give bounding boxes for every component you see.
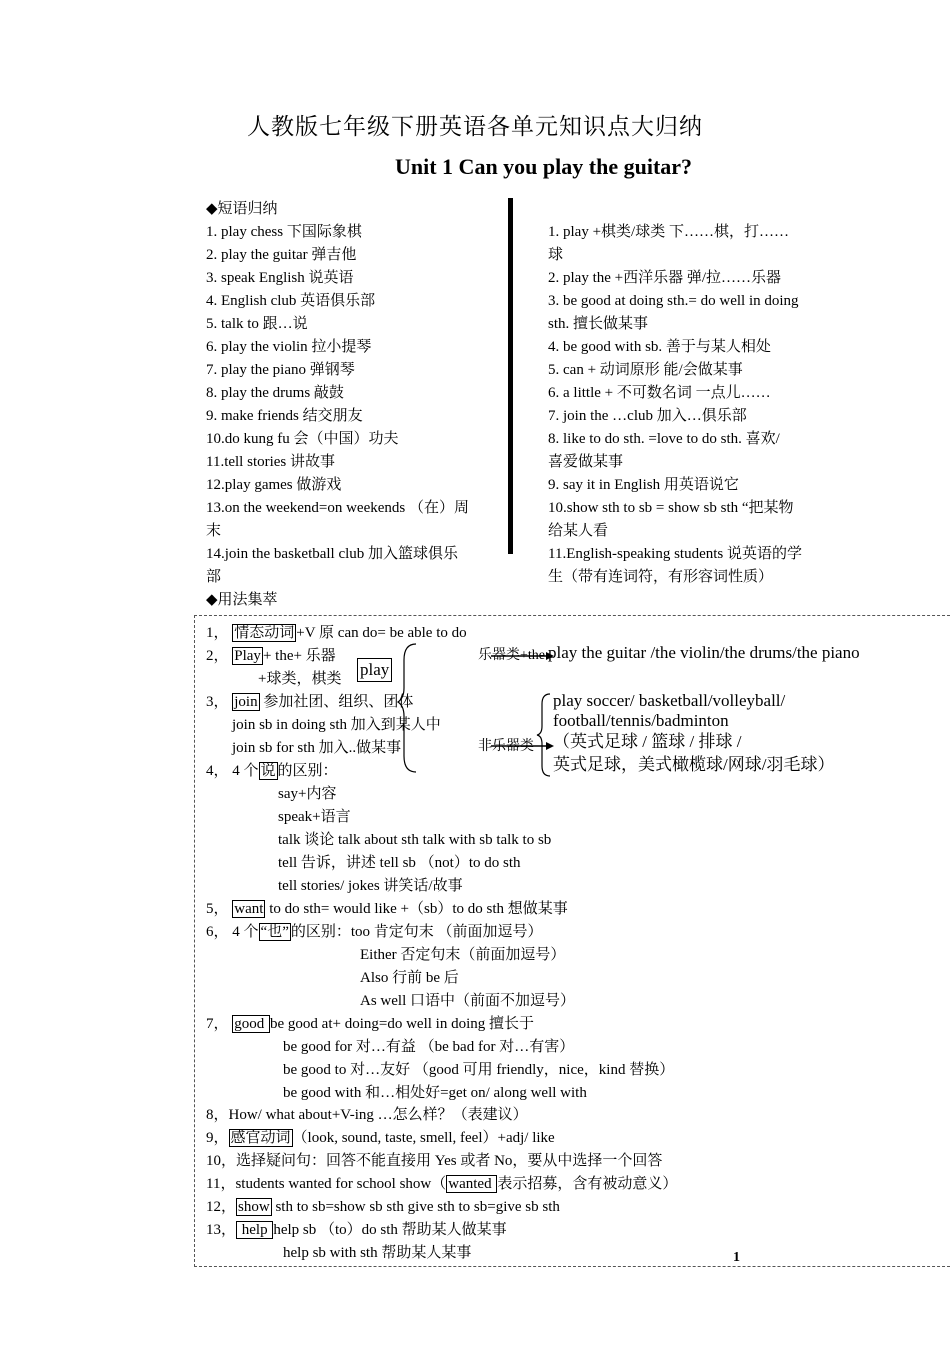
page-number: 1 [733, 1250, 740, 1265]
list-item: 11.English-speaking students 说英语的学 [548, 546, 803, 562]
phrases-left-column [206, 198, 481, 612]
list-item: 7. play the piano 弹钢琴 [206, 362, 355, 378]
usage-row-2 [206, 646, 336, 666]
usage-row-8: 8，How/ what about+V-ing …怎么样？（表建议） [206, 1107, 528, 1123]
usage-row-6c: As well 口语中（前面不加逗号） [360, 993, 575, 1009]
usage-row-4a: say+内容 [278, 786, 337, 802]
list-item: 生（带有连词符，有形容词性质） [548, 569, 774, 585]
list-item: 2. play the guitar 弹吉他 [206, 247, 357, 263]
boxed-term: Play [234, 648, 261, 664]
list-item: 3. be good at doing sth.= do well in doing [548, 293, 799, 309]
row-number: 3， [206, 694, 229, 710]
list-item: 1. play chess 下国际象棋 [206, 224, 362, 240]
usage-heading: ◆用法集萃 [206, 592, 278, 608]
row-text: sth to sb=show sb sth give sth to sb=give sb sth [271, 1199, 560, 1215]
row-text: 的区别：too 肯定句末 （前面加逗号） [290, 924, 543, 940]
usage-row-7b: be good to 对…友好 （good 可用 friendly，nice，kind 替换） [283, 1062, 675, 1078]
usage-row-4e: tell stories/ jokes 讲笑话/故事 [278, 878, 463, 894]
usage-row-7 [206, 1014, 534, 1034]
row-text: （look, sound, taste, smell, feel）+adj/ like [292, 1130, 555, 1146]
list-item: 6. play the violin 拉小提琴 [206, 339, 372, 355]
boxed-term: wanted [448, 1176, 496, 1192]
row-text: 的区别： [277, 763, 338, 779]
list-item: 5. can + 动词原形 能/会做某事 [548, 362, 743, 378]
usage-row-13b: help sb with sth 帮助某人某事 [283, 1245, 472, 1261]
row-text: to do sth= would like +（sb）to do sth 想做某事 [265, 901, 568, 917]
row-number: 7， [206, 1016, 229, 1032]
boxed-term: join [234, 694, 258, 710]
row-number: 6， [206, 924, 229, 940]
usage-row-4c: talk 谈论 talk about sth talk with sb talk to sb [278, 832, 552, 848]
phrases-right-column [548, 221, 828, 589]
document-title-cn: 人教版七年级下册英语各单元知识点大归纳 [247, 114, 703, 139]
boxed-term: “也” [260, 924, 289, 940]
row-text: +V 原 can do= be able to do [296, 625, 467, 641]
list-item: 14.join the basketball club 加入篮球俱乐 [206, 546, 459, 562]
boxed-term: 说 [260, 763, 276, 779]
list-item: 6. a little + 不可数名词 一点儿…… [548, 385, 771, 401]
boxed-term: good [234, 1016, 269, 1032]
boxed-term: want [234, 901, 264, 917]
usage-row-6 [206, 922, 543, 942]
list-item: 喜爱做某事 [548, 454, 624, 470]
sports-line-1: play soccer/ basketball/volleyball/ [553, 691, 786, 710]
row-number: 1， [206, 625, 229, 641]
column-divider [508, 198, 513, 554]
boxed-term: show [238, 1199, 270, 1215]
list-item: 8. play the drums 敲鼓 [206, 385, 344, 401]
list-item: 9. make friends 结交朋友 [206, 408, 363, 424]
list-item: 7. join the …club 加入…俱乐部 [548, 408, 747, 424]
list-item: 3. speak English 说英语 [206, 270, 354, 286]
list-item: 10.show sth to sb = show sb sth “把某物 [548, 500, 794, 516]
boxed-term: help [238, 1222, 272, 1238]
usage-row-2b: +球类，棋类 [258, 671, 342, 687]
usage-row-4b: speak+语言 [278, 809, 351, 825]
row-number: 9， [206, 1130, 229, 1146]
sports-line-2: football/tennis/badminton [553, 711, 729, 730]
list-item: 2. play the +西洋乐器 弹/拉……乐器 [548, 270, 782, 286]
usage-row-11 [206, 1174, 677, 1194]
row-number: 2， [206, 648, 229, 664]
usage-row-3c: join sb for sth 加入..做某事 [232, 740, 402, 756]
list-item: 5. talk to 跟…说 [206, 316, 308, 332]
row-text: 4 个 [232, 924, 259, 940]
phrases-heading: ◆短语归纳 [206, 201, 278, 217]
usage-row-9 [206, 1128, 555, 1148]
boxed-term: 感官动词 [230, 1130, 291, 1146]
usage-row-7a: be good for 对…有益 （be bad for 对…有害） [283, 1039, 575, 1055]
list-item: 8. like to do sth. =love to do sth. 喜欢/ [548, 431, 780, 447]
list-item: 1. play +棋类/球类 下……棋，打…… [548, 224, 789, 240]
list-item: 10.do kung fu 会（中国）功夫 [206, 431, 399, 447]
instrument-text: play the guitar /the violin/the drums/the piano [548, 643, 860, 662]
row-text: 表示招募，含有被动意义） [497, 1176, 678, 1192]
row-number: 13， [206, 1222, 237, 1238]
list-item: 球 [548, 247, 564, 263]
row-text: 11，students wanted for school show（ [206, 1176, 447, 1192]
row-number: 12， [206, 1199, 237, 1215]
row-number: 5， [206, 901, 229, 917]
list-item: 11.tell stories 讲故事 [206, 454, 336, 470]
usage-row-4 [206, 761, 338, 781]
list-item: 给某人看 [548, 523, 609, 539]
usage-row-3 [206, 692, 413, 712]
list-item: sth. 擅长做某事 [548, 316, 649, 332]
list-item: 9. say it in English 用英语说它 [548, 477, 739, 493]
usage-row-4d: tell 告诉，讲述 tell sb （not）to do sth [278, 855, 521, 871]
row-text: 4 个 [232, 763, 259, 779]
usage-row-6b: Also 行前 be 后 [360, 970, 459, 986]
row-text: be good at+ doing=do well in doing 擅长于 [270, 1016, 534, 1032]
list-item: 4. be good with sb. 善于与某人相处 [548, 339, 771, 355]
usage-row-3b: join sb in doing sth 加入到某人中 [232, 717, 441, 733]
non-instrument-label: 非乐器类 [478, 739, 534, 754]
row-text: 参加社团、组织、团体 [259, 694, 414, 710]
row-text: help sb （to）do sth 帮助某人做某事 [273, 1222, 507, 1238]
list-item: 部 [206, 569, 222, 585]
sports-brace-icon [536, 692, 554, 778]
instrument-label: 乐器类+the [478, 648, 545, 663]
play-box: play [357, 658, 392, 682]
list-item: 13.on the weekend=on weekends （在）周 [206, 500, 469, 516]
list-item: 末 [206, 523, 222, 539]
usage-row-12 [206, 1197, 560, 1217]
usage-row-10: 10，选择疑问句：回答不能直接用 Yes 或者 No，要从中选择一个回答 [206, 1153, 663, 1169]
row-text: + the+ 乐器 [262, 648, 336, 664]
sports-line-3: （英式足球 / 篮球 / 排球 / [553, 732, 742, 751]
usage-row-5 [206, 899, 568, 919]
list-item: 4. English club 英语俱乐部 [206, 293, 376, 309]
boxed-term: 情态动词 [234, 625, 295, 641]
usage-row-13 [206, 1220, 507, 1240]
list-item: 12.play games 做游戏 [206, 477, 342, 493]
usage-row-6a: Either 否定句末（前面加逗号） [360, 947, 566, 963]
unit-title: Unit 1 Can you play the guitar? [395, 154, 693, 179]
usage-row-7c: be good with 和…相处好=get on/ along well with [283, 1085, 587, 1101]
sports-line-4: 英式足球，美式橄榄球/网球/羽毛球） [553, 755, 835, 774]
row-number: 4， [206, 763, 229, 779]
